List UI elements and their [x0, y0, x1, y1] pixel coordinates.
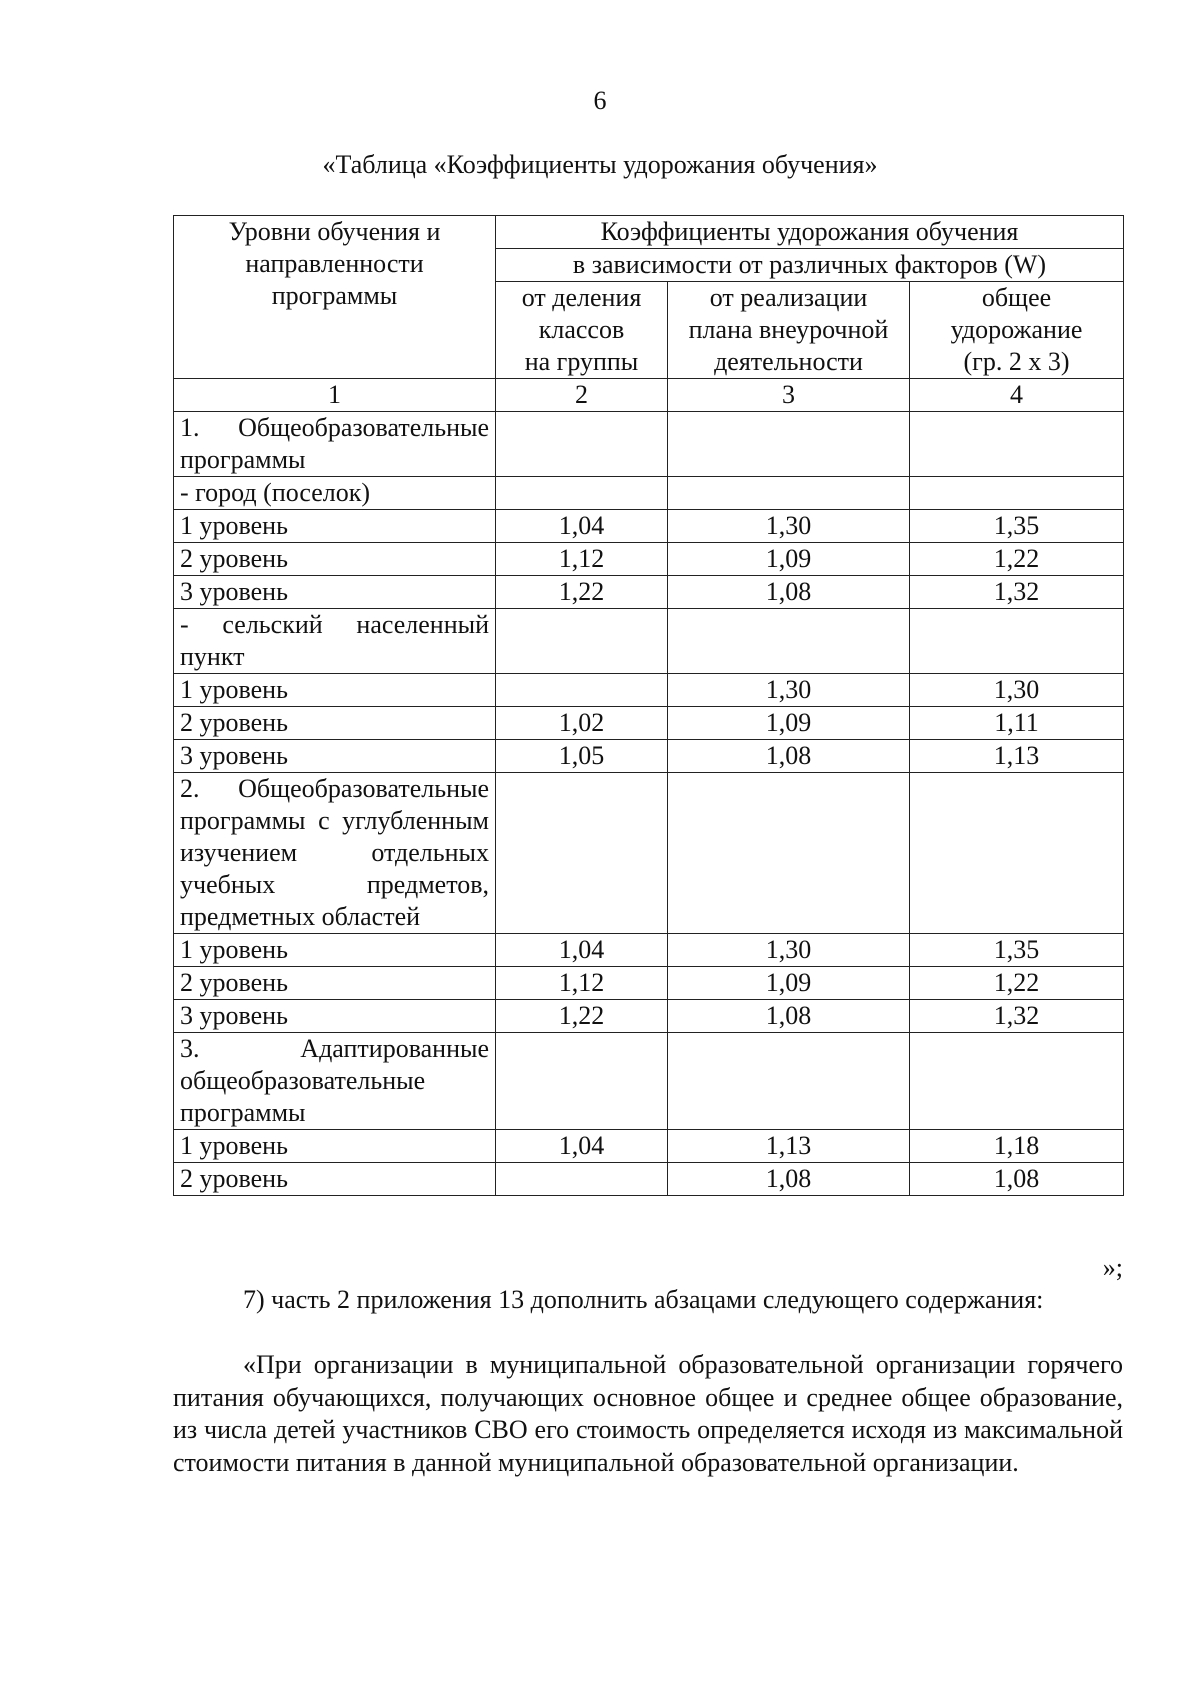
value-total-increase: 1,13: [910, 740, 1124, 773]
table-row: [174, 1130, 1124, 1163]
value-total-increase: [910, 1033, 1124, 1130]
value-total-increase: [910, 412, 1124, 477]
value-class-division: 1,12: [496, 967, 668, 1000]
column-number: 2: [496, 379, 668, 412]
table-row: [174, 674, 1124, 707]
table-row: [174, 477, 1124, 510]
value-total-increase: 1,11: [910, 707, 1124, 740]
value-total-increase: 1,08: [910, 1163, 1124, 1196]
table-row: [174, 1000, 1124, 1033]
value-class-division: [496, 1163, 668, 1196]
value-total-increase: 1,18: [910, 1130, 1124, 1163]
table-row: [174, 609, 1124, 674]
value-class-division: [496, 1033, 668, 1130]
header-group-line-2: в зависимости от различных факторов (W): [496, 249, 1124, 282]
row-label: 1 уровень: [174, 674, 496, 707]
header-class-division: от деления классов на группы: [496, 282, 668, 379]
row-label: 3. Адаптированные общеобразовательные программы: [174, 1033, 496, 1130]
table-row: [174, 934, 1124, 967]
table-row: [174, 1033, 1124, 1130]
value-class-division: [496, 773, 668, 934]
value-extracurricular: 1,09: [668, 967, 910, 1000]
value-extracurricular: 1,09: [668, 543, 910, 576]
value-total-increase: 1,30: [910, 674, 1124, 707]
value-extracurricular: [668, 609, 910, 674]
table-row: [174, 740, 1124, 773]
row-label: 1 уровень: [174, 510, 496, 543]
value-total-increase: 1,35: [910, 934, 1124, 967]
value-extracurricular: [668, 1033, 910, 1130]
row-label: 1 уровень: [174, 934, 496, 967]
header-group-line-1: Коэффициенты удорожания обучения: [496, 216, 1124, 249]
row-label: - город (поселок): [174, 477, 496, 510]
page-number: 6: [593, 86, 607, 115]
column-number: 4: [910, 379, 1124, 412]
header-extracurricular: от реализации плана внеурочной деятельности: [668, 282, 910, 379]
value-total-increase: 1,22: [910, 543, 1124, 576]
value-extracurricular: 1,30: [668, 674, 910, 707]
value-extracurricular: 1,08: [668, 576, 910, 609]
row-label: 2 уровень: [174, 967, 496, 1000]
value-class-division: 1,02: [496, 707, 668, 740]
table-row: [174, 773, 1124, 934]
value-extracurricular: 1,13: [668, 1130, 910, 1163]
value-extracurricular: [668, 412, 910, 477]
value-total-increase: 1,32: [910, 1000, 1124, 1033]
value-class-division: 1,04: [496, 510, 668, 543]
value-extracurricular: 1,30: [668, 934, 910, 967]
row-label: 1. Общеобразовательные программы: [174, 412, 496, 477]
value-class-division: 1,05: [496, 740, 668, 773]
header-levels: Уровни обучения и направленности программы: [174, 216, 496, 379]
quoted-paragraph: «При организации в муниципальной образовательной организации горячего питания обучающихся, получающих основное общее и среднее общее образование, из числа детей участников СВО его стоимость определяется исходя из максимальной стоимости питания в данной муниципальной образовательной организации.: [173, 1350, 1123, 1477]
table-row: [174, 967, 1124, 1000]
value-extracurricular: 1,08: [668, 1163, 910, 1196]
value-extracurricular: 1,08: [668, 1000, 910, 1033]
value-total-increase: 1,32: [910, 576, 1124, 609]
value-class-division: [496, 609, 668, 674]
table-row: [174, 1163, 1124, 1196]
column-number: 3: [668, 379, 910, 412]
value-extracurricular: 1,08: [668, 740, 910, 773]
value-class-division: [496, 674, 668, 707]
value-extracurricular: [668, 773, 910, 934]
closing-quote: »;: [1102, 1253, 1123, 1282]
table-title: «Таблица «Коэффициенты удорожания обучения»: [322, 150, 878, 179]
value-class-division: 1,22: [496, 1000, 668, 1033]
value-class-division: 1,22: [496, 576, 668, 609]
table-body: [174, 412, 1124, 1196]
table-row: [174, 707, 1124, 740]
row-label: 2 уровень: [174, 707, 496, 740]
value-class-division: 1,04: [496, 934, 668, 967]
value-extracurricular: [668, 477, 910, 510]
value-class-division: 1,12: [496, 543, 668, 576]
coefficients-table: [173, 215, 1124, 1196]
column-number: 1: [174, 379, 496, 412]
row-label: 3 уровень: [174, 576, 496, 609]
value-total-increase: [910, 477, 1124, 510]
value-class-division: 1,04: [496, 1130, 668, 1163]
row-label: 2 уровень: [174, 1163, 496, 1196]
value-extracurricular: 1,30: [668, 510, 910, 543]
amendment-paragraph: 7) часть 2 приложения 13 дополнить абзацами следующего содержания:: [243, 1285, 1044, 1314]
value-total-increase: [910, 773, 1124, 934]
header-total-increase: общее удорожание (гр. 2 х 3): [910, 282, 1124, 379]
row-label: 3 уровень: [174, 1000, 496, 1033]
column-number-row: [174, 379, 1124, 412]
value-total-increase: [910, 609, 1124, 674]
value-extracurricular: 1,09: [668, 707, 910, 740]
table-row: [174, 510, 1124, 543]
value-class-division: [496, 412, 668, 477]
value-total-increase: 1,22: [910, 967, 1124, 1000]
row-label: 2. Общеобразовательные программы с углубленным изучением отдельных учебных предметов, предметных областей: [174, 773, 496, 934]
row-label: 2 уровень: [174, 543, 496, 576]
row-label: 3 уровень: [174, 740, 496, 773]
table-row: [174, 412, 1124, 477]
row-label: - сельский населенный пункт: [174, 609, 496, 674]
table-row: [174, 576, 1124, 609]
value-class-division: [496, 477, 668, 510]
row-label: 1 уровень: [174, 1130, 496, 1163]
table-row: [174, 543, 1124, 576]
value-total-increase: 1,35: [910, 510, 1124, 543]
table-header: [174, 216, 1124, 412]
